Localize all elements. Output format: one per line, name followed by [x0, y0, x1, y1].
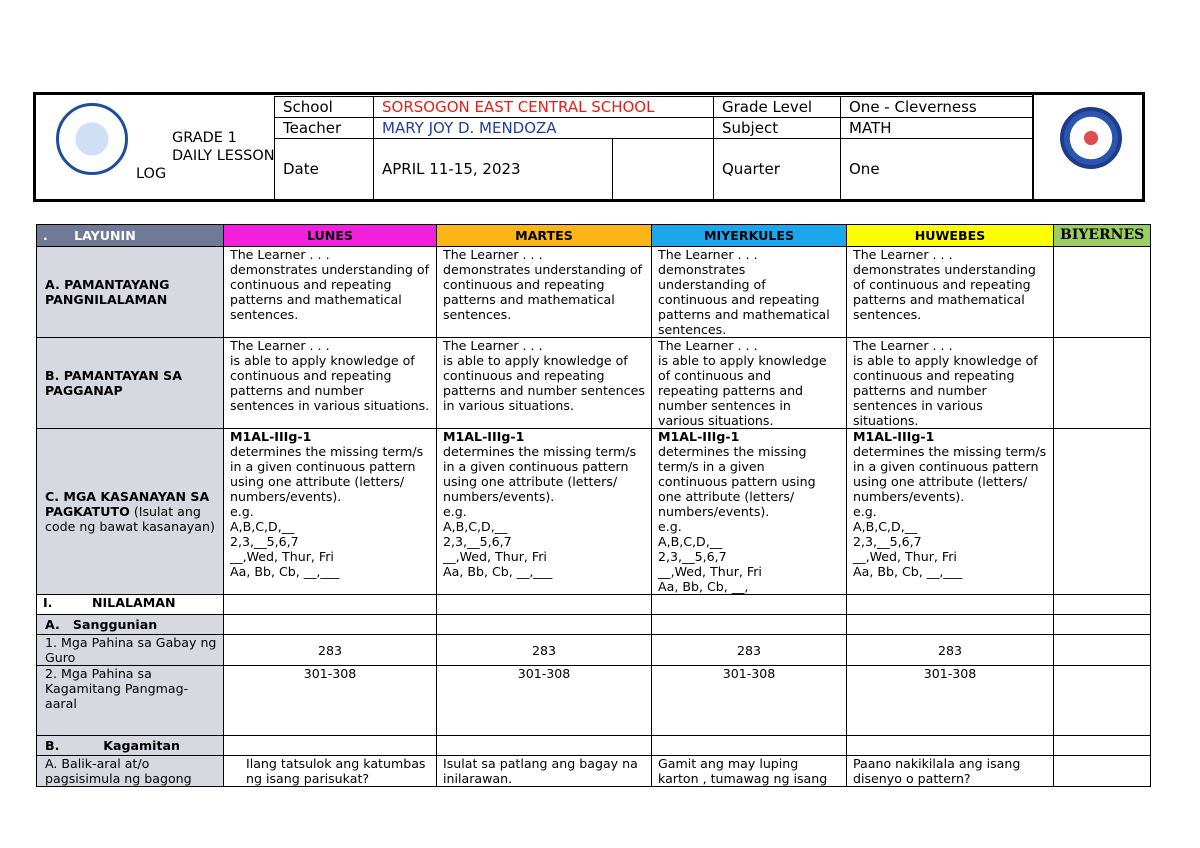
- row-b-tue: The Learner . . . is able to apply knowledge of continuous and repeating patterns and number sentences in various situations.: [437, 338, 652, 429]
- school-logo-cell: [1032, 95, 1144, 199]
- row-a-label: A. PAMANTAYANG PANGNILALAMAN: [37, 247, 224, 338]
- teacher-label: Teacher: [275, 118, 374, 139]
- date-value: APRIL 11-15, 2023: [374, 139, 613, 200]
- lesson-log-table: [36, 224, 1151, 787]
- school-value: SORSOGON EAST CENTRAL SCHOOL: [374, 97, 714, 118]
- row-c-label: C. MGA KASANAYAN SA PAGKATUTO (Isulat ang code ng bawat kasanayan): [37, 429, 224, 595]
- balik-thu: Paano nakikilala ang isang disenyo o pattern?: [847, 756, 1054, 787]
- nilalaman-mon: [224, 595, 437, 615]
- quarter-label: Quarter: [714, 139, 841, 200]
- kagamitang-wed: 301-308: [652, 666, 847, 736]
- title-dll: DAILY LESSON: [172, 148, 275, 164]
- quarter-value: One: [841, 139, 1034, 200]
- title-log: LOG: [136, 166, 167, 182]
- balik-tue: Isulat sa patlang ang bagay na inilarawan.: [437, 756, 652, 787]
- kagamitan-fri: [1054, 736, 1151, 756]
- deped-seal-logo: [56, 103, 128, 175]
- row-c-fri: [1054, 429, 1151, 595]
- kagamitan-mon: [224, 736, 437, 756]
- gabay-wed: 283: [652, 635, 847, 666]
- gabay-tue: 283: [437, 635, 652, 666]
- row-c-mon: M1AL-IIIg-1 determines the missing term/s in a given continuous pattern using one attribute (letters/ numbers/events). e.g. A,B,C,D,__ 2,3,__5,6,7 __,Wed, Thur, Fri Aa, Bb, Cb, __,___: [224, 429, 437, 595]
- nilalaman-heading: I. NILALAMAN: [37, 595, 224, 615]
- title-grade: GRADE 1: [172, 130, 237, 146]
- nilalaman-wed: [652, 595, 847, 615]
- kagamitang-fri: [1054, 666, 1151, 736]
- row-a-mon: The Learner . . . demonstrates understanding of continuous and repeating patterns and mathematical sentences.: [224, 247, 437, 338]
- nilalaman-fri: [1054, 595, 1151, 615]
- row-c-tue: M1AL-IIIg-1 determines the missing term/s in a given continuous pattern using one attribute (letters/ numbers/events). e.g. A,B,C,D,__ 2,3,__5,6,7 __,Wed, Thur, Fri Aa, Bb, Cb, __,___: [437, 429, 652, 595]
- kagamitan-thu: [847, 736, 1054, 756]
- head-biyernes: BIYERNES: [1054, 225, 1151, 247]
- teacher-value: MARY JOY D. MENDOZA: [374, 118, 714, 139]
- balik-label: A. Balik-aral at/o pagsisimula ng bagong: [37, 756, 224, 787]
- school-seal-logo: [1060, 107, 1122, 169]
- school-label: School: [275, 97, 374, 118]
- balik-fri: [1054, 756, 1151, 787]
- sanggunian-thu: [847, 615, 1054, 635]
- kagamitan-tue: [437, 736, 652, 756]
- kagamitang-label: 2. Mga Pahina sa Kagamitang Pangmag-aaral: [37, 666, 224, 736]
- nilalaman-thu: [847, 595, 1054, 615]
- row-a-fri: [1054, 247, 1151, 338]
- sanggunian-mon: [224, 615, 437, 635]
- kagamitan-heading: B. Kagamitan: [37, 736, 224, 756]
- balik-wed: Gamit ang may luping karton , tumawag ng isang: [652, 756, 847, 787]
- kagamitang-thu: 301-308: [847, 666, 1054, 736]
- sanggunian-wed: [652, 615, 847, 635]
- sanggunian-heading: A. Sanggunian: [37, 615, 224, 635]
- row-a-thu: The Learner . . . demonstrates understanding of continuous and repeating patterns and mathematical sentences.: [847, 247, 1054, 338]
- gabay-thu: 283: [847, 635, 1054, 666]
- row-b-fri: [1054, 338, 1151, 429]
- nilalaman-tue: [437, 595, 652, 615]
- gabay-label: 1. Mga Pahina sa Gabay ng Guro: [37, 635, 224, 666]
- row-c-thu: M1AL-IIIg-1 determines the missing term/s in a given continuous pattern using one attribute (letters/ numbers/events). e.g. A,B,C,D,__ 2,3,__5,6,7 __,Wed, Thur, Fri Aa, Bb, Cb, __,___: [847, 429, 1054, 595]
- row-b-wed: The Learner . . . is able to apply knowledge of continuous and repeating patterns and number sentences in various situations.: [652, 338, 847, 429]
- balik-mon: Ilang tatsulok ang katumbas ng isang parisukat?: [224, 756, 437, 787]
- subject-value: MATH: [841, 118, 1034, 139]
- sanggunian-fri: [1054, 615, 1151, 635]
- head-layunin: . LAYUNIN: [37, 225, 224, 247]
- row-c-wed: M1AL-IIIg-1 determines the missing term/s in a given continuous pattern using one attribute (letters/ numbers/events). e.g. A,B,C,D,__ 2,3,__5,6,7 __,Wed, Thur, Fri Aa, Bb, Cb, __,: [652, 429, 847, 595]
- document-title: [136, 129, 276, 183]
- head-lunes: LUNES: [224, 225, 437, 247]
- head-huwebes: HUWEBES: [847, 225, 1054, 247]
- kagamitang-mon: 301-308: [224, 666, 437, 736]
- subject-label: Subject: [714, 118, 841, 139]
- gabay-fri: [1054, 635, 1151, 666]
- grade-value: One - Cleverness: [841, 97, 1034, 118]
- head-martes: MARTES: [437, 225, 652, 247]
- row-a-wed: The Learner . . . demonstrates understanding of continuous and repeating patterns and mathematical sentences.: [652, 247, 847, 338]
- grade-label: Grade Level: [714, 97, 841, 118]
- head-miyerkules: MIYERKULES: [652, 225, 847, 247]
- sanggunian-tue: [437, 615, 652, 635]
- kagamitang-tue: 301-308: [437, 666, 652, 736]
- row-a-tue: The Learner . . . demonstrates understanding of continuous and repeating patterns and mathematical sentences.: [437, 247, 652, 338]
- row-b-label: B. PAMANTAYAN SA PAGGANAP: [37, 338, 224, 429]
- row-b-mon: The Learner . . . is able to apply knowledge of continuous and repeating patterns and number sentences in various situations.: [224, 338, 437, 429]
- date-extra-cell: [613, 139, 714, 200]
- header-info-table: [274, 96, 1034, 200]
- gabay-mon: 283: [224, 635, 437, 666]
- row-b-thu: The Learner . . . is able to apply knowledge of continuous and repeating patterns and number sentences in various situations.: [847, 338, 1054, 429]
- header-block: [33, 92, 1145, 202]
- kagamitan-wed: [652, 736, 847, 756]
- date-label: Date: [275, 139, 374, 200]
